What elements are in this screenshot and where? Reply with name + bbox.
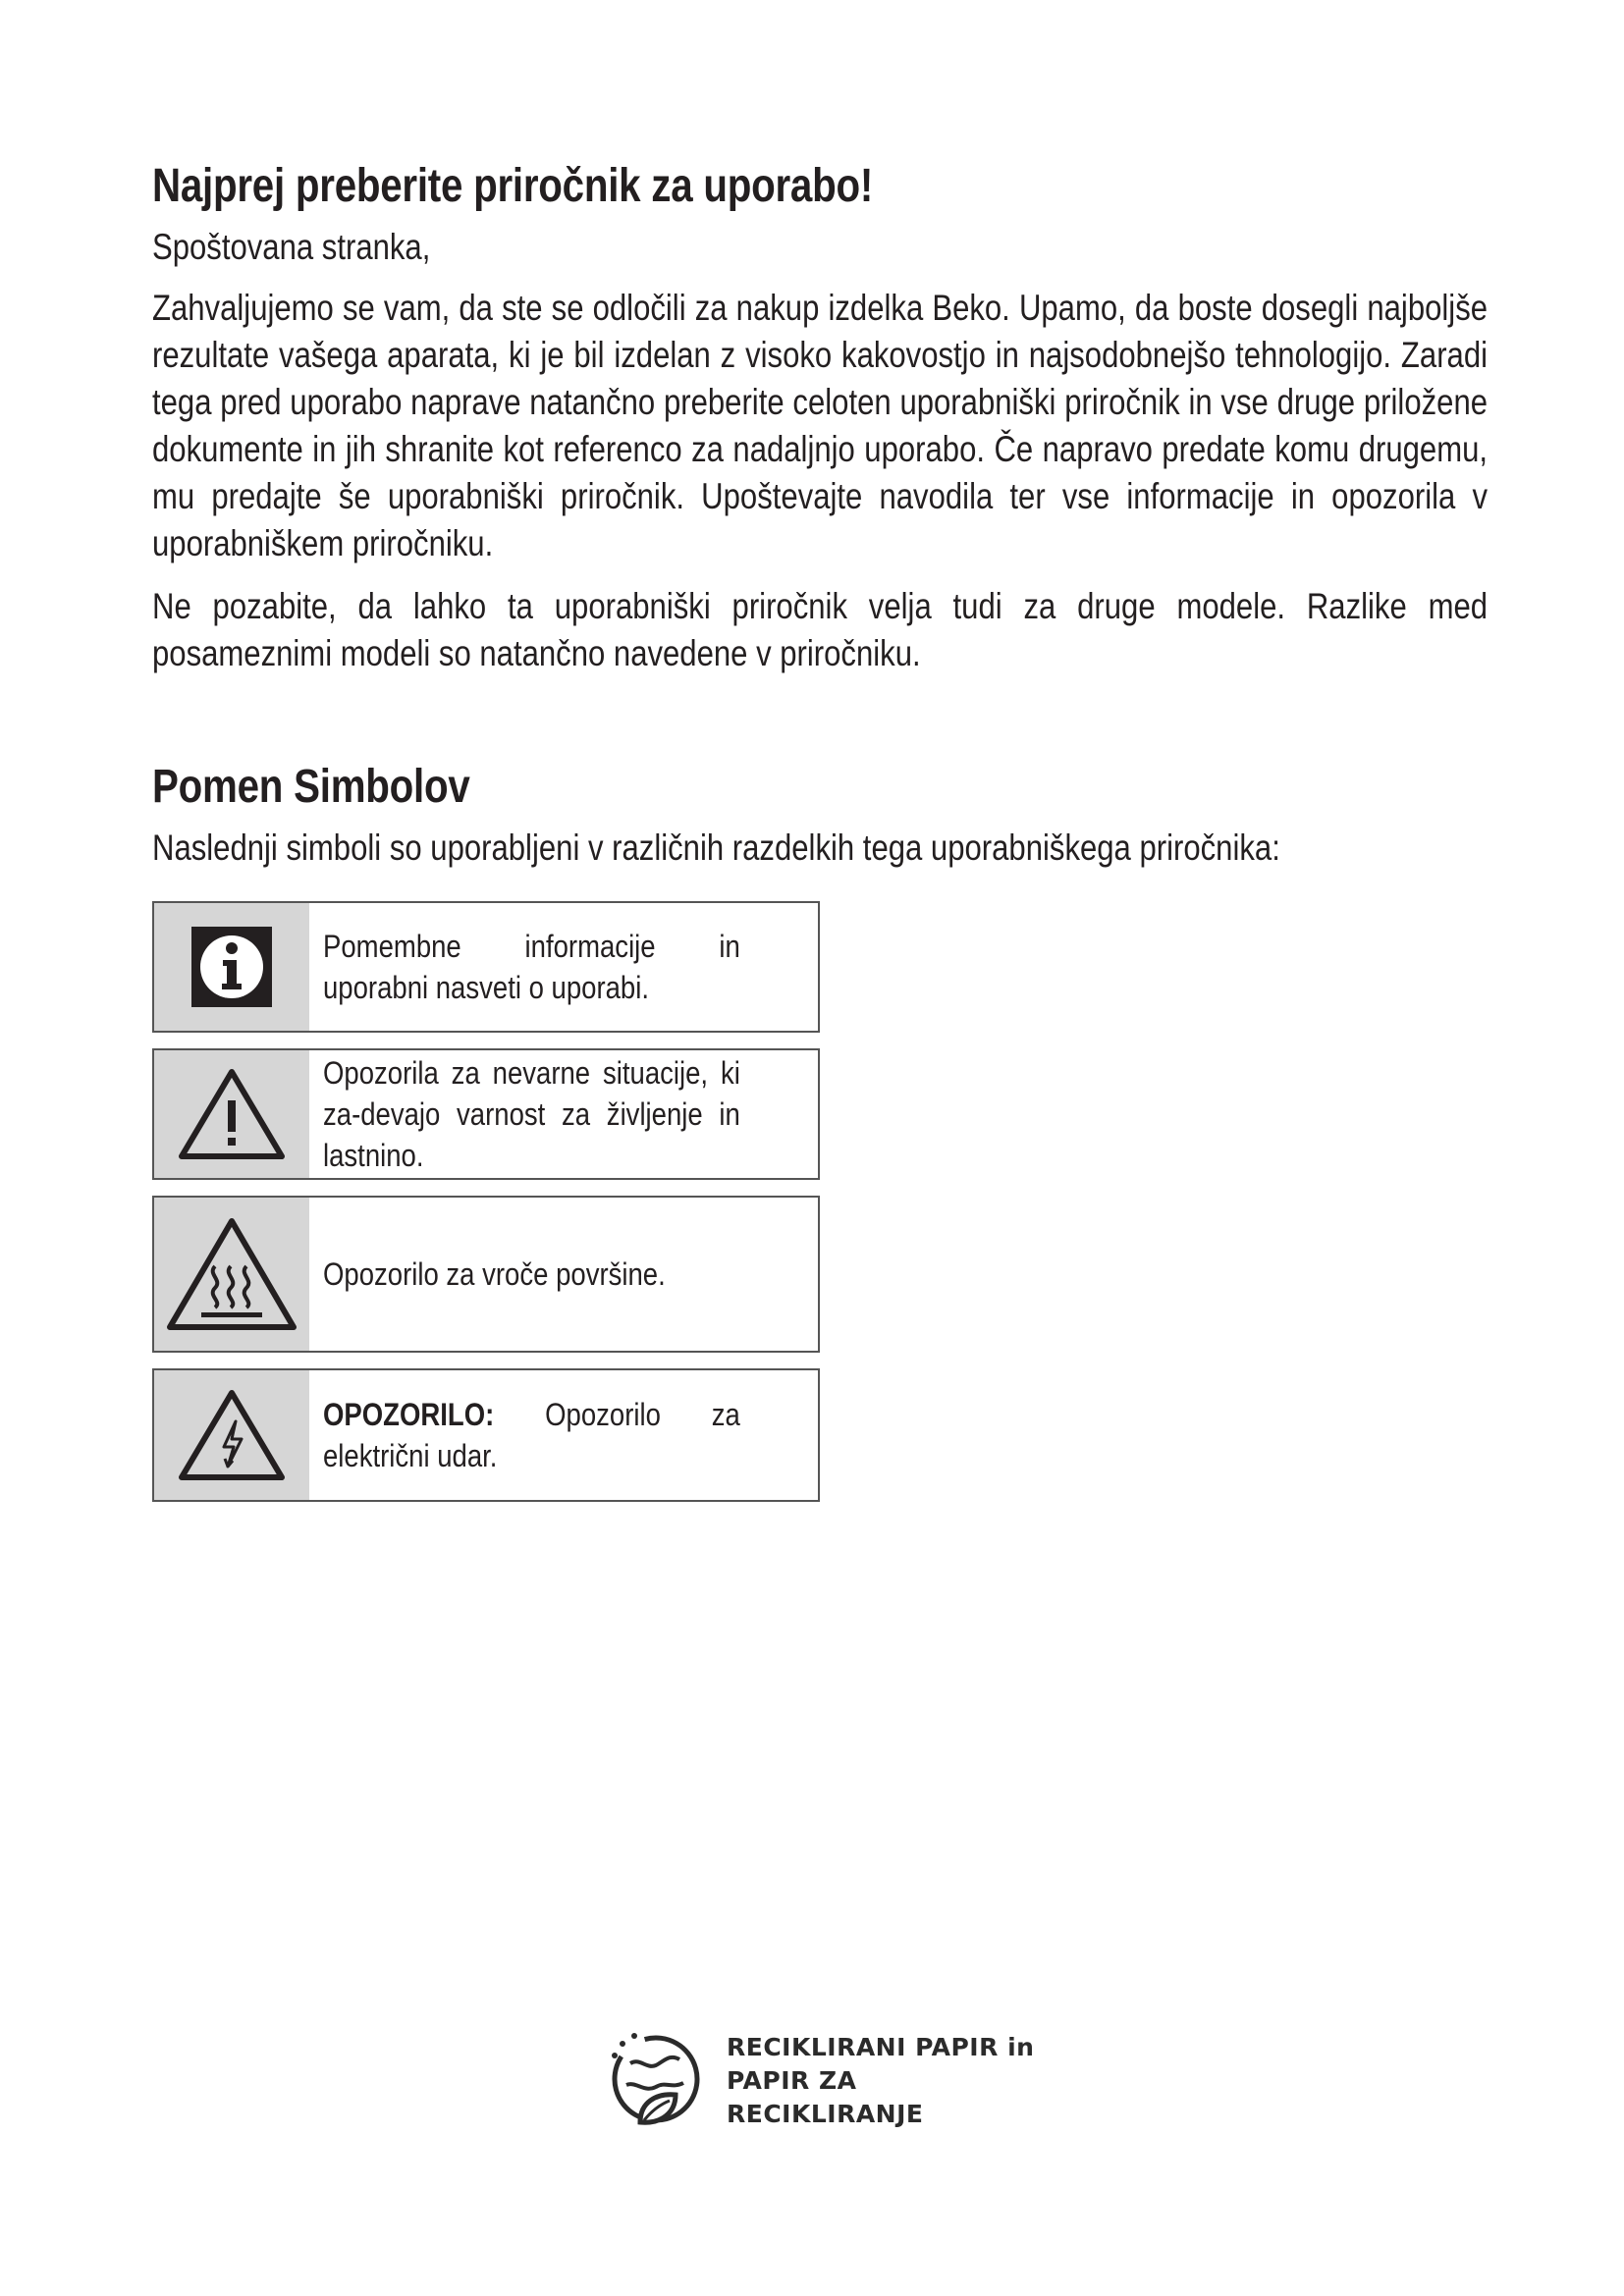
symbol-description xyxy=(309,1050,818,1178)
symbols-heading: Pomen Simbolov xyxy=(152,761,470,813)
intro-section xyxy=(152,157,1488,677)
greeting: Spoštovana stranka, xyxy=(152,227,431,267)
symbol-row-hot-surface xyxy=(152,1196,820,1353)
intro-paragraph-1: Zahvaljujemo se vam, da ste se odločili za nakup izdelka Beko. Upamo, da boste dosegli najboljše rezultate vašega aparata, ki je bil izdelan z visoko kakovostjo in najsodobnejšo tehnologijo. Zaradi tega pred uporabo naprave natančno preberite celoten uporabniški priročnik in vse druge priložene dokumente in jih shranite kot referenco za nadaljnjo uporabo. Če napravo predate komu drugemu, mu predajte še uporabniški priročnik. Upoštevajte navodila ter vse informacije in opozorila v uporabniškem priročniku. xyxy=(152,288,1489,563)
symbol-row-info xyxy=(152,901,820,1033)
symbol-row-warning xyxy=(152,1048,820,1180)
symbol-text: Opozorila za nevarne situacije, ki za-devajo varnost za življenje in lastnino. xyxy=(323,1055,740,1173)
symbols-intro: Naslednji simboli so uporabljeni v različnih razdelkih tega uporabniškega priročnika: xyxy=(152,828,1280,868)
info-icon xyxy=(154,903,309,1031)
symbol-description xyxy=(309,1370,818,1500)
electric-shock-icon xyxy=(154,1370,309,1500)
symbols-table xyxy=(152,901,820,1518)
symbol-text: Pomembne informacije in uporabni nasveti o uporabi. xyxy=(323,929,740,1005)
symbol-text: Opozorilo za električni udar. xyxy=(323,1397,740,1473)
recycling-line-2: PAPIR ZA RECIKLIRANJE xyxy=(727,2066,924,2128)
recycling-line-1: RECIKLIRANI PAPIR in xyxy=(727,2033,1035,2061)
recycle-globe-leaf-icon xyxy=(601,2024,711,2139)
hot-surface-icon xyxy=(154,1198,309,1351)
warning-icon xyxy=(154,1050,309,1178)
intro-paragraph-2: Ne pozabite, da lahko ta uporabniški priročnik velja tudi za druge modele. Razlike med posameznimi modeli so natančno navedene v priročniku. xyxy=(152,586,1489,673)
symbol-description xyxy=(309,1198,818,1351)
symbol-description xyxy=(309,903,818,1031)
symbol-text: Opozorilo za vroče površine. xyxy=(323,1256,666,1292)
symbols-section xyxy=(152,758,1488,872)
page-title: Najprej preberite priročnik za uporabo! xyxy=(152,160,874,212)
recycling-text xyxy=(727,2031,1043,2131)
recycling-footer xyxy=(601,2022,1043,2140)
warning-label: OPOZORILO: xyxy=(323,1397,495,1432)
symbol-row-electric xyxy=(152,1368,820,1502)
